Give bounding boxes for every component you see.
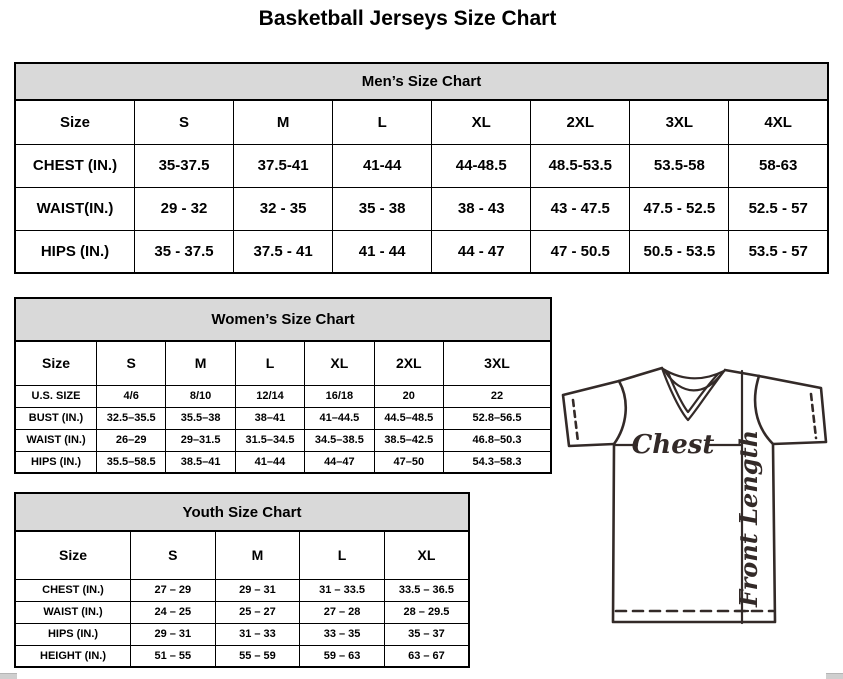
column-header: 2XL bbox=[531, 100, 630, 144]
size-cell: 8/10 bbox=[166, 385, 235, 407]
size-cell: 44–47 bbox=[305, 451, 374, 473]
size-cell: 35.5–38 bbox=[166, 407, 235, 429]
womens-size-chart bbox=[14, 297, 552, 474]
size-cell: 54.3–58.3 bbox=[444, 451, 552, 473]
column-header: XL bbox=[305, 341, 374, 385]
row-label: BUST (IN.) bbox=[15, 407, 97, 429]
size-cell: 33 – 35 bbox=[300, 623, 385, 645]
right-cuff-seam bbox=[811, 394, 816, 438]
size-cell: 16/18 bbox=[305, 385, 374, 407]
size-cell: 44.5–48.5 bbox=[374, 407, 443, 429]
size-header-row bbox=[15, 531, 469, 579]
size-cell: 55 – 59 bbox=[215, 645, 300, 667]
front-length-label: Front Length bbox=[734, 429, 763, 607]
size-cell: 38.5–42.5 bbox=[374, 429, 443, 451]
size-cell: 47.5 - 52.5 bbox=[630, 187, 729, 230]
size-cell: 29 - 32 bbox=[135, 187, 234, 230]
horizontal-scrollbar-fragment-right[interactable] bbox=[826, 673, 843, 679]
size-cell: 38.5–41 bbox=[166, 451, 235, 473]
table-row bbox=[15, 230, 828, 273]
table-row bbox=[15, 429, 551, 451]
column-header: 3XL bbox=[444, 341, 552, 385]
collar-icon bbox=[662, 368, 725, 420]
youth-size-chart-title: Youth Size Chart bbox=[14, 492, 470, 530]
table-row bbox=[15, 144, 828, 187]
youth-size-chart bbox=[14, 492, 470, 668]
size-cell: 35 – 37 bbox=[384, 623, 469, 645]
size-cell: 46.8–50.3 bbox=[444, 429, 552, 451]
column-header: M bbox=[166, 341, 235, 385]
column-header: M bbox=[234, 100, 333, 144]
size-cell: 53.5-58 bbox=[630, 144, 729, 187]
size-cell: 29–31.5 bbox=[166, 429, 235, 451]
size-cell: 37.5-41 bbox=[234, 144, 333, 187]
size-cell: 41–44 bbox=[235, 451, 304, 473]
size-cell: 41–44.5 bbox=[305, 407, 374, 429]
size-cell: 4/6 bbox=[97, 385, 166, 407]
table-row bbox=[15, 579, 469, 601]
size-cell: 44 - 47 bbox=[432, 230, 531, 273]
size-cell: 31 – 33.5 bbox=[300, 579, 385, 601]
horizontal-scrollbar-fragment-left[interactable] bbox=[0, 673, 17, 679]
size-cell: 32 - 35 bbox=[234, 187, 333, 230]
size-cell: 20 bbox=[374, 385, 443, 407]
column-header: Size bbox=[15, 341, 97, 385]
column-header: 3XL bbox=[630, 100, 729, 144]
size-cell: 31.5–34.5 bbox=[235, 429, 304, 451]
size-cell: 63 – 67 bbox=[384, 645, 469, 667]
size-cell: 32.5–35.5 bbox=[97, 407, 166, 429]
size-cell: 31 – 33 bbox=[215, 623, 300, 645]
table-row bbox=[15, 451, 551, 473]
size-cell: 59 – 63 bbox=[300, 645, 385, 667]
size-cell: 51 – 55 bbox=[131, 645, 216, 667]
size-cell: 41-44 bbox=[333, 144, 432, 187]
size-cell: 47 - 50.5 bbox=[531, 230, 630, 273]
table-row bbox=[15, 601, 469, 623]
column-header: S bbox=[135, 100, 234, 144]
table-row bbox=[15, 385, 551, 407]
left-cuff-seam bbox=[573, 400, 578, 442]
size-cell: 35 - 38 bbox=[333, 187, 432, 230]
column-header: L bbox=[300, 531, 385, 579]
size-cell: 29 – 31 bbox=[131, 623, 216, 645]
size-cell: 12/14 bbox=[235, 385, 304, 407]
size-cell: 58-63 bbox=[729, 144, 828, 187]
column-header: Size bbox=[15, 100, 135, 144]
size-cell: 29 – 31 bbox=[215, 579, 300, 601]
jersey-measurement-diagram bbox=[557, 356, 843, 679]
column-header: 2XL bbox=[374, 341, 443, 385]
column-header: S bbox=[97, 341, 166, 385]
table-row bbox=[15, 187, 828, 230]
youth-size-table bbox=[14, 530, 470, 668]
chest-label: Chest bbox=[631, 430, 715, 460]
size-cell: 28 – 29.5 bbox=[384, 601, 469, 623]
row-label: HIPS (IN.) bbox=[15, 623, 131, 645]
size-cell: 48.5-53.5 bbox=[531, 144, 630, 187]
size-cell: 33.5 – 36.5 bbox=[384, 579, 469, 601]
size-cell: 34.5–38.5 bbox=[305, 429, 374, 451]
size-cell: 41 - 44 bbox=[333, 230, 432, 273]
column-header: M bbox=[215, 531, 300, 579]
column-header: Size bbox=[15, 531, 131, 579]
size-cell: 37.5 - 41 bbox=[234, 230, 333, 273]
column-header: L bbox=[333, 100, 432, 144]
size-cell: 27 – 29 bbox=[131, 579, 216, 601]
size-cell: 43 - 47.5 bbox=[531, 187, 630, 230]
size-cell: 47–50 bbox=[374, 451, 443, 473]
size-cell: 25 – 27 bbox=[215, 601, 300, 623]
size-cell: 44-48.5 bbox=[432, 144, 531, 187]
mens-size-chart-title: Men’s Size Chart bbox=[14, 62, 829, 99]
row-label: CHEST (IN.) bbox=[15, 144, 135, 187]
column-header: XL bbox=[384, 531, 469, 579]
row-label: WAIST (IN.) bbox=[15, 429, 97, 451]
size-cell: 50.5 - 53.5 bbox=[630, 230, 729, 273]
column-header: XL bbox=[432, 100, 531, 144]
size-cell: 53.5 - 57 bbox=[729, 230, 828, 273]
table-row bbox=[15, 623, 469, 645]
row-label: WAIST (IN.) bbox=[15, 601, 131, 623]
row-label: CHEST (IN.) bbox=[15, 579, 131, 601]
size-cell: 24 – 25 bbox=[131, 601, 216, 623]
size-cell: 26–29 bbox=[97, 429, 166, 451]
column-header: S bbox=[131, 531, 216, 579]
table-row bbox=[15, 645, 469, 667]
mens-size-chart bbox=[14, 62, 829, 274]
table-row bbox=[15, 407, 551, 429]
column-header: L bbox=[235, 341, 304, 385]
jersey-outline-icon bbox=[563, 368, 826, 623]
row-label: WAIST(IN.) bbox=[15, 187, 135, 230]
page-title: Basketball Jerseys Size Chart bbox=[258, 7, 557, 30]
size-cell: 35-37.5 bbox=[135, 144, 234, 187]
size-cell: 52.5 - 57 bbox=[729, 187, 828, 230]
size-cell: 35 - 37.5 bbox=[135, 230, 234, 273]
mens-size-table bbox=[14, 99, 829, 274]
row-label: U.S. SIZE bbox=[15, 385, 97, 407]
row-label: HIPS (IN.) bbox=[15, 230, 135, 273]
size-header-row bbox=[15, 100, 828, 144]
size-cell: 52.8–56.5 bbox=[444, 407, 552, 429]
size-cell: 27 – 28 bbox=[300, 601, 385, 623]
row-label: HIPS (IN.) bbox=[15, 451, 97, 473]
column-header: 4XL bbox=[729, 100, 828, 144]
size-cell: 35.5–58.5 bbox=[97, 451, 166, 473]
row-label: HEIGHT (IN.) bbox=[15, 645, 131, 667]
womens-size-chart-title: Women’s Size Chart bbox=[14, 297, 552, 340]
size-cell: 38 - 43 bbox=[432, 187, 531, 230]
size-cell: 38–41 bbox=[235, 407, 304, 429]
size-cell: 22 bbox=[444, 385, 552, 407]
womens-size-table bbox=[14, 340, 552, 474]
size-header-row bbox=[15, 341, 551, 385]
